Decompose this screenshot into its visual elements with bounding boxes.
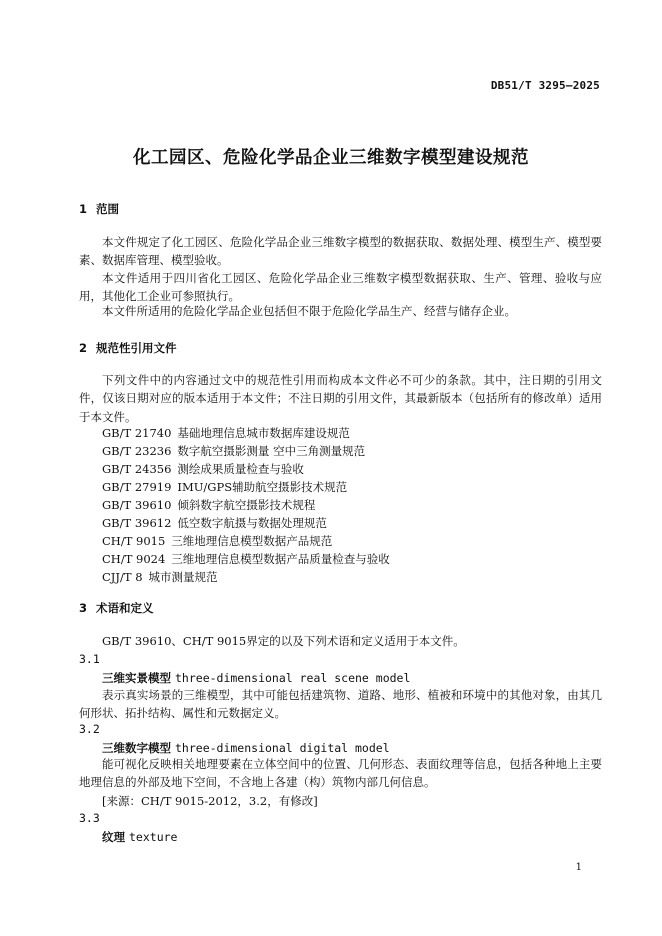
reference-name: 低空数字航摄与数据处理规范	[177, 516, 327, 530]
section-number: 1	[79, 202, 88, 216]
document-id: DB51/T 3295—2025	[490, 79, 600, 92]
reference-name: 三维地理信息模型数据产品规范	[171, 534, 333, 548]
section-2-heading	[79, 340, 177, 356]
reference-name: 三维地理信息模型数据产品质量检查与验收	[171, 552, 390, 566]
reference-item	[102, 461, 304, 477]
reference-item	[102, 497, 315, 513]
term-en: three-dimensional digital model	[175, 741, 390, 755]
reference-item	[102, 515, 327, 531]
reference-name: IMU/GPS辅助航空摄影技术规范	[177, 480, 348, 494]
term-heading	[102, 670, 410, 686]
reference-code: GB/T 24356	[102, 462, 172, 476]
reference-name: 测绘成果质量检查与验收	[177, 462, 304, 476]
reference-name: 数字航空摄影测量 空中三角测量规范	[177, 444, 366, 458]
scope-paragraph-2: 本文件适用于四川省化工园区、危险化学品企业三维数字模型数据获取、生产、管理、验收与应用，其他化工企业可参照执行。	[79, 271, 602, 304]
reference-item	[102, 479, 347, 495]
terms-intro: GB/T 39610、CH/T 9015界定的以及下列术语和定义适用于本文件。	[102, 634, 465, 648]
term-number: 3.2	[79, 722, 100, 736]
section-title: 术语和定义	[96, 601, 154, 615]
reference-code: CH/T 9015	[102, 534, 166, 548]
reference-name: 基础地理信息城市数据库建设规范	[177, 426, 350, 440]
reference-code: GB/T 39610	[102, 498, 172, 512]
reference-item	[102, 551, 390, 567]
section-number: 2	[79, 341, 88, 355]
term-number: 3.3	[79, 811, 100, 825]
term-heading	[102, 829, 177, 845]
term-zh: 三维实景模型	[102, 671, 171, 685]
reference-code: GB/T 23236	[102, 444, 172, 458]
term-number: 3.1	[79, 652, 100, 666]
section-3-heading	[79, 600, 154, 616]
term-definition: 表示真实场景的三维模型，其中可能包括建筑物、道路、地形、植被和环境中的其他对象，由其几何形状、拓扑结构、属性和元数据定义。	[79, 688, 602, 721]
reference-code: GB/T 27919	[102, 480, 172, 494]
reference-item	[102, 425, 350, 441]
term-heading	[102, 740, 390, 756]
reference-code: CJJ/T 8	[102, 570, 143, 584]
term-zh: 纹理	[102, 830, 125, 844]
section-1-heading	[79, 201, 119, 217]
reference-name: 倾斜数字航空摄影技术规程	[177, 498, 316, 512]
document-title: 化工园区、危险化学品企业三维数字模型建设规范	[133, 148, 529, 168]
section-title: 范围	[96, 202, 119, 216]
section-title: 规范性引用文件	[96, 341, 177, 355]
page-number: 1	[575, 862, 582, 873]
term-zh: 三维数字模型	[102, 741, 171, 755]
reference-name: 城市测量规范	[148, 570, 218, 584]
term-en: three-dimensional real scene model	[175, 671, 411, 685]
reference-code: CH/T 9024	[102, 552, 166, 566]
term-source: [来源：CH/T 9015-2012，3.2，有修改]	[102, 794, 318, 808]
term-definition: 能可视化反映相关地理要素在立体空间中的位置、几何形态、表面纹理等信息，包括各种地上主要地理信息的外部及地下空间，不含地上各建（构）筑物内部几何信息。	[79, 757, 602, 790]
reference-item	[102, 443, 365, 459]
term-en: texture	[129, 830, 178, 844]
reference-item	[102, 533, 332, 549]
reference-item	[102, 569, 218, 585]
reference-code: GB/T 39612	[102, 516, 172, 530]
reference-code: GB/T 21740	[102, 426, 172, 440]
scope-paragraph-1: 本文件规定了化工园区、危险化学品企业三维数字模型的数据获取、数据处理、模型生产、模型要素、数据库管理、模型验收。	[79, 235, 602, 268]
scope-paragraph-3: 本文件所适用的危险化学品企业包括但不限于危险化学品生产、经营与储存企业。	[102, 304, 516, 318]
section-number: 3	[79, 601, 88, 615]
references-intro: 下列文件中的内容通过文中的规范性引用而构成本文件必不可少的条款。其中，注日期的引用文件，仅该日期对应的版本适用于本文件；不注日期的引用文件，其最新版本（包括所有的修改单）适用于本文件。	[79, 373, 602, 424]
